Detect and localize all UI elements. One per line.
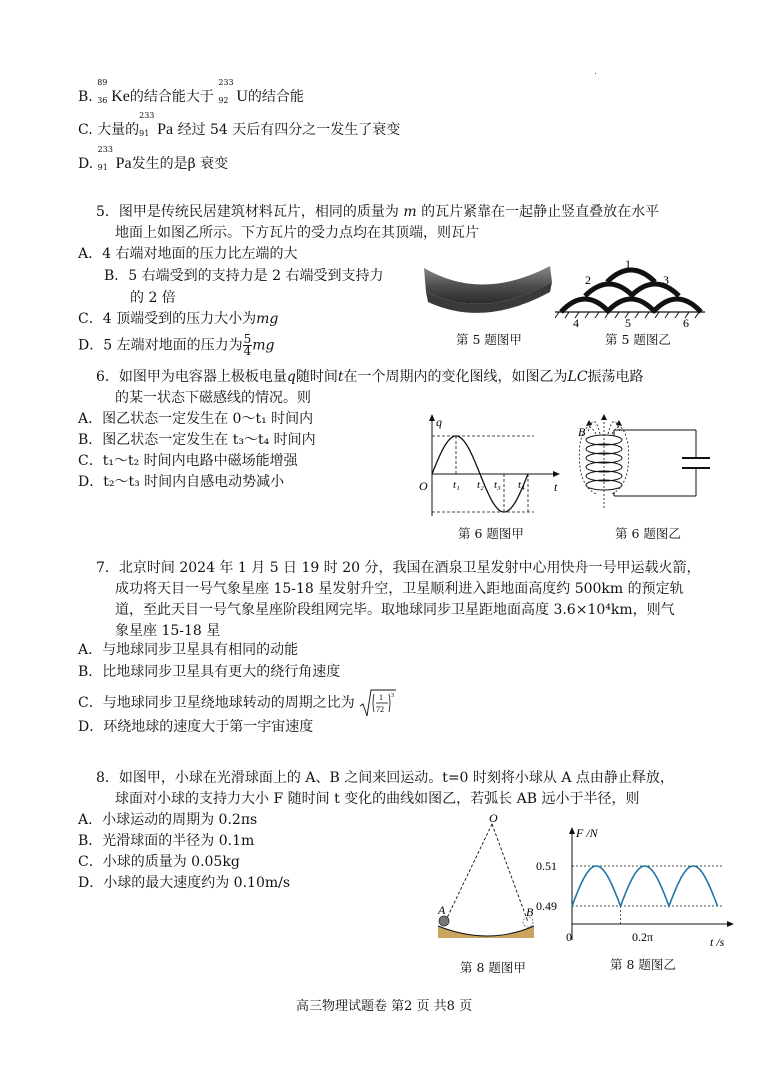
q8-bowl-diagram (432, 812, 540, 946)
q6-option-b: B．图乙状态一定发生在 t₃～t₄ 时间内 (78, 432, 316, 448)
q5-option-c: C．4 顶端受到的压力大小为mg (78, 311, 279, 327)
q5-stem-line2: 地面上如图乙所示。下方瓦片的受力点均在其顶端，则瓦片 (115, 225, 479, 241)
y-tick-label: 0.49 (536, 899, 557, 913)
tick-t4: t₄ (518, 479, 525, 491)
q5-option-d: D．5 左端对地面的压力为 $\frac{5}{4}$ mg (78, 332, 275, 358)
q6-stem-line1: 6．如图甲为电容器上极板电量q随时间t在一个周期内的变化图线，如图乙为LC振荡电路 (96, 369, 644, 385)
x-axis-label: t /s (710, 935, 725, 949)
q8-stem-line1: 8．如图甲，小球在光滑球面上的 A、B 之间来回运动。t=0 时刻将小球从 A 点由静止释放， (96, 770, 674, 786)
sqrt-symbol (359, 688, 397, 718)
tile-label: 3 (663, 273, 669, 287)
q5-option-a: A．4 右端对地面的压力比左端的大 (78, 246, 298, 262)
q5-tile-photo (422, 262, 554, 326)
svg-text:3: 3 (391, 693, 395, 699)
isotope-u: 233 92 (218, 78, 234, 105)
q8-option-d: D．小球的最大速度约为 0.10m/s (78, 875, 291, 891)
axis-label-q: q (436, 415, 442, 429)
isotope-kr: 89 36 (97, 78, 108, 105)
q6-stem-line2: 的某一状态下磁感线的情况。则 (115, 390, 311, 406)
q8-option-a: A．小球运动的周期为 0.2πs (78, 812, 258, 828)
q7-stem-line4: 象星座 15-18 星 (115, 623, 221, 639)
center-label-o: O (489, 812, 498, 825)
tile-label: 5 (625, 316, 631, 330)
x-tick-label: 0 (566, 930, 572, 944)
isotope-pa: 233 91 (139, 111, 155, 138)
x-tick-label: 0.2π (632, 930, 654, 944)
q6-fig1-caption: 第 6 题图甲 (458, 526, 524, 541)
q4-option-d: D. 233 91 Pa发生的是β 衰变 (78, 145, 229, 172)
origin-label: O (419, 479, 428, 493)
axis-label-t: t (554, 480, 558, 494)
tile-label: 4 (573, 316, 579, 330)
q5-option-b: B．5 右端受到的支持力是 2 右端受到支持力 (104, 268, 384, 284)
q7-option-b: B．比地球同步卫星具有更大的绕行角速度 (78, 664, 341, 680)
tick-t3: t₃ (494, 479, 501, 491)
q6-option-c: C．t₁～t₂ 时间内电路中磁场能增强 (78, 453, 298, 469)
tile-label: 2 (585, 273, 591, 287)
q5-tile-stack-diagram (555, 256, 705, 332)
svg-text:1: 1 (379, 693, 384, 702)
q7-stem-line2: 成功将天目一号气象星座 15-18 星发射升空，卫星顺利进入距地面高度约 500km 的预定轨 (115, 581, 684, 597)
isotope-pa: 233 91 (97, 145, 113, 172)
tile-label: 6 (683, 316, 689, 330)
corner-mark: · (594, 69, 598, 80)
q7-option-a: A．与地球同步卫星具有相同的动能 (78, 642, 299, 658)
page-footer: 高三物理试题卷 第2 页 共8 页 (296, 999, 473, 1014)
q6-lc-circuit (576, 414, 716, 518)
q4-option-b: B. 89 36 Ke的结合能大于 233 92 U的结合能 (78, 78, 304, 105)
q5-fig1-caption: 第 5 题图甲 (456, 332, 522, 347)
q7-stem-line3: 道，至此天目一号气象星座阶段组网完毕。取地球同步卫星距地面高度 3.6×10⁴km，则气 (115, 602, 675, 618)
tick-t1: t₁ (453, 479, 460, 491)
q8-option-b: B．光滑球面的半径为 0.1m (78, 833, 255, 849)
q6-charge-graph (414, 412, 564, 520)
q8-force-chart (532, 822, 742, 952)
q6-option-a: A．图乙状态一定发生在 0～t₁ 时间内 (78, 411, 314, 427)
y-axis-label: F /N (576, 826, 598, 840)
magnetic-field-label: B (578, 425, 586, 439)
q5-option-b-cont: 的 2 倍 (130, 290, 176, 306)
point-label-a: A (438, 903, 446, 917)
q5-stem-line1: 5．图甲是传统民居建筑材料瓦片，相同的质量为 m 的瓦片紧靠在一起静止竖直叠放在水平 (96, 204, 660, 220)
q8-fig2-caption: 第 8 题图乙 (610, 957, 676, 972)
q8-fig1-caption: 第 8 题图甲 (460, 960, 526, 975)
ball (439, 916, 449, 926)
tile-label: 1 (625, 257, 631, 271)
y-tick-label: 0.51 (536, 859, 557, 873)
force-curve (572, 866, 718, 906)
tick-t2: t₂ (477, 479, 484, 491)
q5-fig2-caption: 第 5 题图乙 (605, 332, 671, 347)
svg-text:72: 72 (376, 705, 385, 714)
q4-option-c: C. 大量的 233 91 Pa 经过 54 天后有四分之一发生了衰变 (78, 111, 401, 138)
q7-option-d: D．环绕地球的速度大于第一宇宙速度 (78, 719, 314, 735)
point-label-b: B (526, 905, 534, 919)
q8-option-c: C．小球的质量为 0.05kg (78, 854, 240, 870)
q8-stem-line2: 球面对小球的支持力大小 F 随时间 t 变化的曲线如图乙，若弧长 AB 远小于半径，则 (115, 791, 640, 807)
q7-stem-line1: 7．北京时间 2024 年 1 月 5 日 19 时 20 分，我国在酒泉卫星发射中心用快舟一号甲运载火箭， (96, 560, 701, 576)
q6-option-d: D．t₂～t₃ 时间内自感电动势减小 (78, 474, 285, 490)
q7-option-c: C．与地球同步卫星绕地球转动的周期之比为 1 72 3 (78, 688, 397, 718)
q6-fig2-caption: 第 6 题图乙 (615, 526, 681, 541)
